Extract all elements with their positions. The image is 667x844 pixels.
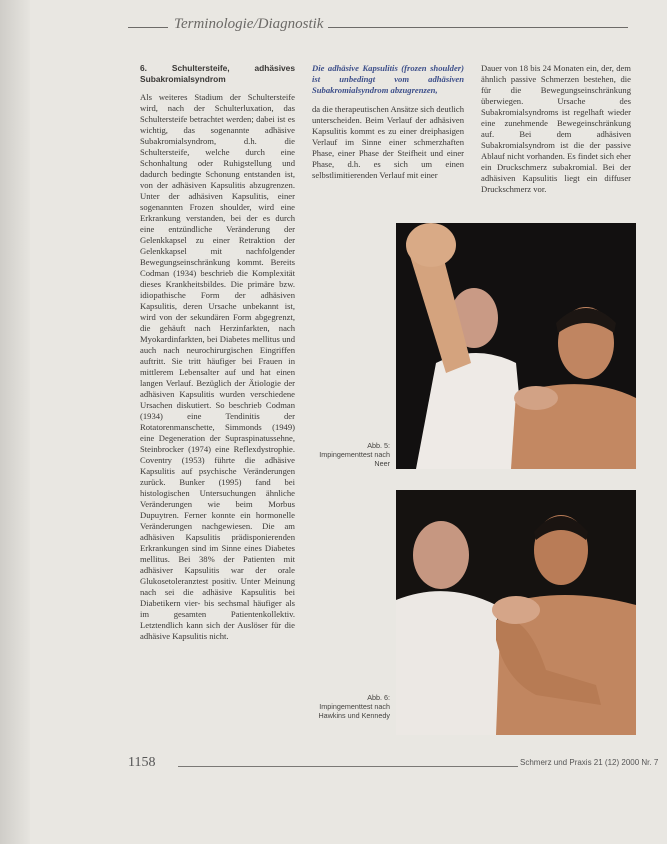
photo-hawkins-kennedy-test <box>396 490 636 735</box>
header-rule-right <box>328 27 628 28</box>
section-subheading: 6. Schultersteife, adhäsives Subakromialsyndrom <box>140 63 295 84</box>
journal-reference: Schmerz und Praxis 21 (12) 2000 Nr. 7 <box>520 758 659 767</box>
emphasis-statement: Die adhäsive Kapsulitis (frozen shoulder) ist unbedingt vom adhäsiven Subakromialsyndrom abzugrenzen, <box>312 63 464 95</box>
figure-5-caption: Abb. 5: Impingementtest nach Neer <box>319 441 390 468</box>
page-binding-edge <box>0 0 30 844</box>
text-column-1 <box>140 63 295 642</box>
column-2-body: da die therapeutischen Ansätze sich deutlich unterscheiden. Beim Verlauf der adhäsiven Kapsulitis kommt es zu einer dreiphasigen Verlauf im Sinne einer schmerzhaften Phase, einer Phase der Steifheit und einer Phase, d.h. es sich um einen selbstlimitierenden Verlauf mit einer <box>312 104 465 180</box>
page-number: 1158 <box>128 755 156 770</box>
section-title: Terminologie/Diagnostik <box>174 16 324 32</box>
photo-neer-test <box>396 223 636 469</box>
text-column-2 <box>312 63 464 181</box>
header-rule-left <box>128 27 168 28</box>
footer-rule <box>178 766 518 767</box>
figure-6-caption: Abb. 6: Impingementtest nach Hawkins und Kennedy <box>318 693 390 720</box>
column-1-body: Als weiteres Stadium der Schultersteife wird, nach der Schulterluxation, das Schultersteife betrachtet werden; dabei ist es wichtig, das sogenannte adhäsive Subakromialsyndrom, d.h. die Schultersteife, welche durch eine Schonhaltung oder Ruhigstellung und dadurch bedingte Schonung entstanden ist, von der adhäsiven Kapsulitis abzugrenzen. Unter der adhäsiven Kapsulitis, einer sogenannten Frozen shoulder, wird eine Erkrankung verstanden, bei der es durch eine entzündliche Veränderung der Gelenkkapsel zu einer Retraktion der Gelenkkapsel mit nachfolgender Bewegungseinschränkung kommt. Bereits Codman (1934) beschrieb die Komplexität dieses Krankheitsbildes. Die primäre bzw. idiopathische Form der adhäsiven Kapsulitis, deren Ursache unbekannt ist, wird von der sekundären Form abgegrenzt, die gehäuft nach Herzinfarkten, nach Myokardinfarkten, bei Diabetes mellitus und auch nach neurochirurgischen Eingriffen auftritt. Sie tritt häufiger bei Frauen in mittlerem Lebensalter auf und hat einen langen Verlauf. Bezüglich der Ätiologie der adhäsiven Kapsulitis wurden verschiedene Ursachen diskutiert. So beschrieb Codman (1934) eine Tendinitis der Rotatorenmanschette, Simmonds (1949) eine Degeneration der Supraspinatussehne, Steinbrocker (1974) eine Reflexdystrophie. Coventry (1953) führte die adhäsive Kapsulitis auf psychische Veränderungen zurück. Bunker (1995) fand bei histologischen Untersuchungen ähnliche Veränderungen wie beim Morbus Dupuytren. Ferner konnte ein hormonelle Veränderungen nachgewiesen. Die am adhäsiven Kapsulitis prädisponierenden Erkrankungen sind im Sinne eines Diabetes mellitus. Bei 38% der Patienten mit adhäsiver Kapsulitis war der orale Glukosetoleranztest positiv. Unter Meinung nach sei die adhäsive Kapsulitis bei Diabetikern vier- bis sechsmal häufiger als im gesamten Patientenkollektiv. Letztendlich kann sich der Auslöser für die adhäsive Kapsulitis nicht. <box>140 92 295 641</box>
column-3-body: Dauer von 18 bis 24 Monaten ein, der, dem ähnlich passive Schmerzen bestehen, die für die Bewegungseinschränkung überwiegen. Ursache des Subakromialsyndroms ist regelhaft wieder eine zunehmende Bewegeinschränkung auf. Bei dem adhäsiven Subakromialsyndrom ist die der passive Ablauf nicht vorhanden. Es findet sich eher ein Druckschmerz subakromial. Bei der adhäsiven Kapsulitis liegt ein diffuser Druckschmerz vor. <box>481 63 631 194</box>
text-column-3 <box>481 63 631 195</box>
